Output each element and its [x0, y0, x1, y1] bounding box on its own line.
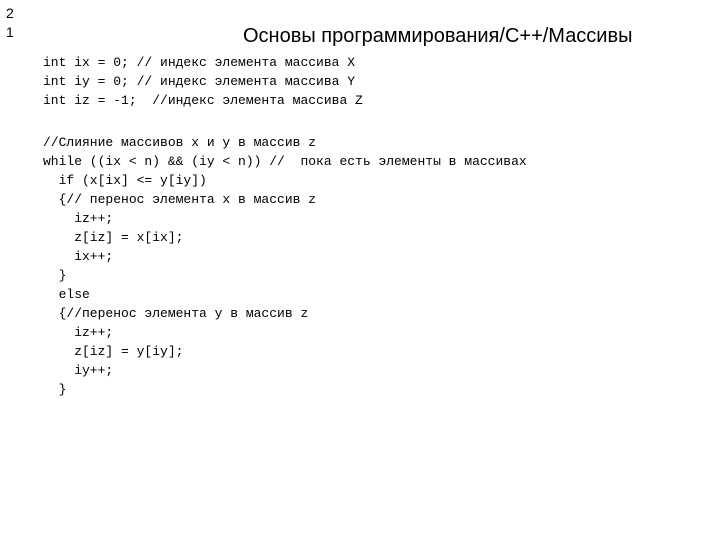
code-line: //Слияние массивов x и y в массив z: [43, 135, 317, 150]
code-line: }: [43, 268, 67, 283]
slide-number-digit: 1: [6, 24, 14, 40]
code-line: {// перенос элемента x в массив z: [43, 192, 317, 207]
code-line: if (x[ix] <= y[iy]): [43, 173, 207, 188]
code-line: ix++;: [43, 249, 114, 264]
code-line: int ix = 0; // индекс элемента массива X: [43, 55, 356, 70]
code-line: {//перенос элемента y в массив z: [43, 306, 309, 321]
code-line: iz++;: [43, 211, 114, 226]
code-line: z[iz] = x[ix];: [43, 230, 184, 245]
slide-number-digit: 2: [6, 5, 14, 21]
code-line: z[iz] = y[iy];: [43, 344, 184, 359]
code-block-merge: [43, 133, 527, 399]
code-line: else: [43, 287, 90, 302]
slide-title: Основы программирования/C++/Массивы: [243, 25, 633, 47]
code-line: int iy = 0; // индекс элемента массива Y: [43, 74, 356, 89]
code-line: }: [43, 382, 67, 397]
code-line: while ((ix < n) && (iy < n)) // пока есть элементы в массивах: [43, 154, 527, 169]
code-line: iz++;: [43, 325, 114, 340]
code-block-declarations: [43, 53, 363, 110]
code-line: int iz = -1; //индекс элемента массива Z: [43, 93, 363, 108]
slide-number: [6, 4, 18, 42]
code-line: iy++;: [43, 363, 114, 378]
